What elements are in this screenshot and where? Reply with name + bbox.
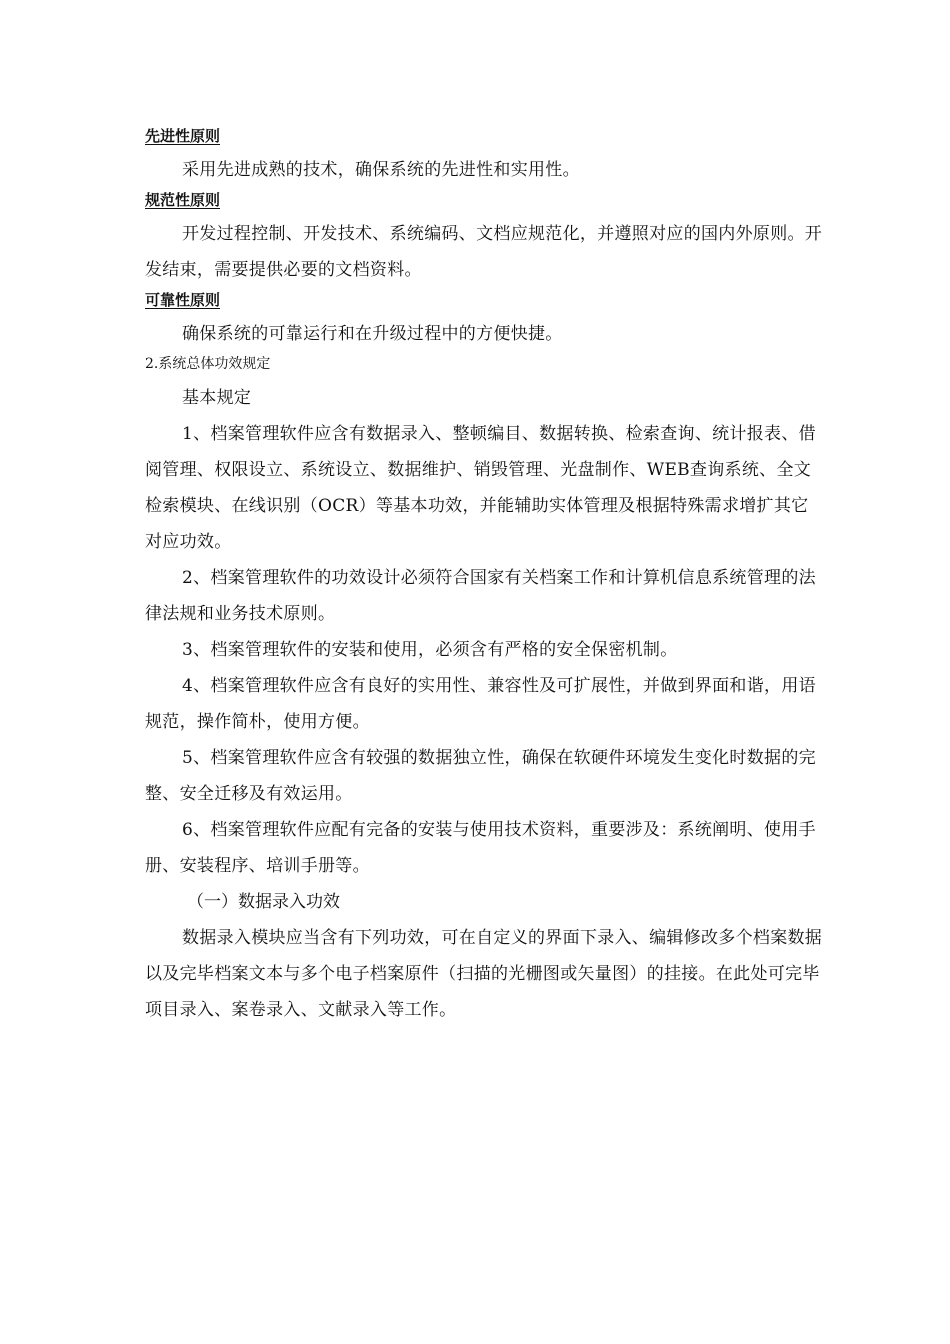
list-item-6: 6、档案管理软件应配有完备的安装与使用技术资料，重要涉及：系统阐明、使用手册、安装程序、培训手册等。	[145, 820, 816, 876]
paragraph-reliability: 确保系统的可靠运行和在升级过程中的方便快捷。	[182, 324, 563, 344]
section-title-overall-functions: 2.系统总体功效规定	[145, 356, 271, 372]
paragraph-basic-requirements: 基本规定	[182, 388, 252, 408]
paragraph-advanced: 采用先进成熟的技术，确保系统的先进性和实用性。	[182, 160, 580, 180]
list-item-5: 5、档案管理软件应含有较强的数据独立性，确保在软硬件环境发生变化时数据的完整、安全迁移及有效运用。	[145, 748, 816, 804]
document-body	[145, 124, 825, 1028]
list-item-3: 3、档案管理软件的安装和使用，必须含有严格的安全保密机制。	[182, 640, 678, 660]
list-item-4: 4、档案管理软件应含有良好的实用性、兼容性及可扩展性，并做到界面和谐，用语规范，操作简朴，使用方便。	[145, 676, 816, 732]
paragraph-data-entry: 数据录入模块应当含有下列功效，可在自定义的界面下录入、编辑修改多个档案数据以及完毕档案文本与多个电子档案原件（扫描的光栅图或矢量图）的挂接。在此处可完毕项目录入、案卷录入、文献录入等工作。	[145, 928, 823, 1020]
heading-standard-principle: 规范性原则	[145, 191, 221, 209]
list-item-2: 2、档案管理软件的功效设计必须符合国家有关档案工作和计算机信息系统管理的法律法规和业务技术原则。	[145, 568, 816, 624]
paragraph-standard: 开发过程控制、开发技术、系统编码、文档应规范化，并遵照对应的国内外原则。开发结束，需要提供必要的文档资料。	[145, 224, 823, 280]
heading-reliability-principle: 可靠性原则	[145, 291, 221, 309]
list-item-1: 1、档案管理软件应含有数据录入、整顿编目、数据转换、检索查询、统计报表、借阅管理、权限设立、系统设立、数据维护、销毁管理、光盘制作、WEB查询系统、全文检索模块、在线识别（OCR）等基本功效，并能辅助实体管理及根据特殊需求增扩其它对应功效。	[145, 424, 816, 552]
subheading-data-entry: （一）数据录入功效	[187, 892, 340, 912]
heading-advanced-principle: 先进性原则	[145, 127, 221, 145]
